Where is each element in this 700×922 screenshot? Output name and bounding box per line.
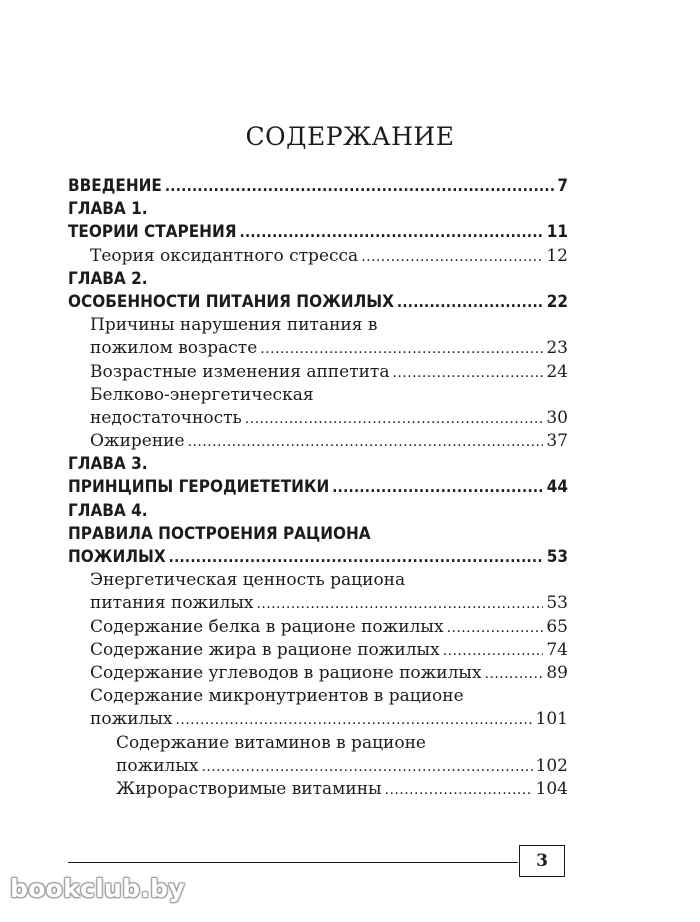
toc-entry-text: ГЛАВА 3. bbox=[68, 454, 148, 475]
toc-entry-page: 74 bbox=[546, 639, 568, 660]
toc-entry bbox=[68, 291, 568, 314]
toc-entry-text: Жирорастворимые витамины bbox=[116, 778, 382, 799]
toc-leader-dots bbox=[175, 708, 532, 732]
toc-leader-dots bbox=[256, 592, 543, 616]
toc-entry-text: ПРИНЦИПЫ ГЕРОДИЕТЕТИКИ bbox=[68, 477, 330, 498]
toc-entry bbox=[68, 476, 568, 499]
toc-entry bbox=[68, 546, 568, 569]
toc-entry bbox=[68, 708, 568, 731]
toc-entry-page: 89 bbox=[546, 662, 568, 683]
toc-leader-dots bbox=[169, 546, 544, 569]
toc-entry-text: Белково-энергетическая bbox=[90, 384, 314, 405]
toc-entry-page: 37 bbox=[546, 431, 568, 452]
toc-entry bbox=[68, 453, 568, 476]
toc-entry-text: ГЛАВА 4. bbox=[68, 500, 148, 521]
toc-entry-text: пожилых bbox=[90, 709, 173, 730]
toc-entry-page: 104 bbox=[535, 778, 568, 799]
toc-leader-dots bbox=[332, 476, 543, 499]
toc-entry bbox=[68, 198, 568, 221]
footer-rule bbox=[68, 862, 518, 863]
toc-entry bbox=[68, 430, 568, 453]
toc-entry bbox=[68, 755, 568, 778]
toc-entry bbox=[68, 268, 568, 291]
toc-entry-text: Содержание витаминов в рационе bbox=[116, 732, 426, 753]
toc-entry bbox=[68, 616, 568, 639]
toc-entry-page: 22 bbox=[546, 291, 568, 312]
toc-entry bbox=[68, 245, 568, 268]
toc-entry bbox=[68, 523, 568, 546]
toc-leader-dots bbox=[188, 430, 544, 454]
toc-entry-page: 53 bbox=[546, 593, 568, 614]
toc-entry-page: 101 bbox=[535, 709, 568, 730]
toc-leader-dots bbox=[361, 245, 543, 269]
toc-entry-text: Теория оксидантного стресса bbox=[90, 245, 359, 266]
toc-entry bbox=[68, 337, 568, 360]
toc-entry bbox=[68, 500, 568, 523]
toc-entry-text: Содержание жира в рационе пожилых bbox=[90, 639, 440, 660]
toc-entry-page: 23 bbox=[546, 338, 568, 359]
toc-entry bbox=[68, 778, 568, 801]
toc-entry-text: ПОЖИЛЫХ bbox=[68, 547, 166, 567]
toc-leader-dots bbox=[485, 662, 544, 686]
toc-entry-page: 53 bbox=[546, 547, 568, 567]
toc-entry-text: ГЛАВА 1. bbox=[68, 199, 148, 220]
toc-leader-dots bbox=[397, 291, 544, 314]
toc-entry bbox=[68, 221, 568, 244]
toc-entry-text: пожилом возрасте bbox=[90, 338, 258, 359]
toc-leader-dots bbox=[260, 337, 543, 361]
watermark-logo: bookclub.by bbox=[10, 874, 185, 903]
toc-entry bbox=[68, 662, 568, 685]
toc-entry-text: Энергетическая ценность рациона bbox=[90, 570, 406, 591]
toc-entry-text: Содержание белка в рационе пожилых bbox=[90, 616, 444, 637]
toc-leader-dots bbox=[165, 175, 554, 198]
page-number: 3 bbox=[519, 845, 565, 877]
toc-leader-dots bbox=[240, 221, 544, 244]
toc-entry bbox=[68, 732, 568, 755]
toc-entry-text: ТЕОРИИ СТАРЕНИЯ bbox=[68, 222, 237, 243]
toc-entry-text: ОСОБЕННОСТИ ПИТАНИЯ ПОЖИЛЫХ bbox=[68, 291, 394, 312]
toc-entry-page: 7 bbox=[557, 176, 568, 196]
page-title: СОДЕРЖАНИЕ bbox=[245, 122, 455, 151]
toc-entry-text: питания пожилых bbox=[90, 593, 254, 614]
toc-entry-text: Причины нарушения питания в bbox=[90, 315, 378, 336]
toc-entry-page: 12 bbox=[546, 245, 568, 266]
table-of-contents bbox=[68, 175, 568, 801]
toc-entry-page: 11 bbox=[546, 222, 568, 243]
toc-entry-page: 65 bbox=[546, 616, 568, 637]
toc-entry-text: Содержание микронутриентов в рационе bbox=[90, 686, 464, 707]
toc-leader-dots bbox=[201, 755, 532, 779]
toc-entry bbox=[68, 314, 568, 337]
toc-entry bbox=[68, 685, 568, 708]
toc-entry-text: пожилых bbox=[116, 755, 199, 776]
toc-entry bbox=[68, 569, 568, 592]
toc-leader-dots bbox=[447, 616, 544, 640]
toc-entry-text: Возрастные изменения аппетита bbox=[90, 361, 390, 382]
toc-entry-page: 24 bbox=[546, 361, 568, 382]
toc-entry-text: ГЛАВА 2. bbox=[68, 268, 148, 289]
toc-entry-page: 102 bbox=[535, 755, 568, 776]
toc-entry-text: Содержание углеводов в рационе пожилых bbox=[90, 662, 482, 683]
toc-entry bbox=[68, 384, 568, 407]
toc-entry-text: ВВЕДЕНИЕ bbox=[68, 176, 162, 196]
toc-entry-text: Ожирение bbox=[90, 431, 185, 452]
toc-entry-page: 30 bbox=[546, 407, 568, 428]
toc-entry bbox=[68, 175, 568, 198]
toc-entry bbox=[68, 592, 568, 615]
toc-leader-dots bbox=[392, 361, 543, 385]
toc-entry bbox=[68, 407, 568, 430]
toc-leader-dots bbox=[245, 407, 544, 431]
toc-entry-page: 44 bbox=[546, 477, 568, 498]
toc-entry bbox=[68, 361, 568, 384]
toc-entry bbox=[68, 639, 568, 662]
toc-leader-dots bbox=[385, 778, 533, 802]
toc-entry-text: недостаточность bbox=[90, 407, 242, 428]
toc-entry-text: ПРАВИЛА ПОСТРОЕНИЯ РАЦИОНА bbox=[68, 523, 371, 544]
toc-leader-dots bbox=[443, 639, 544, 663]
